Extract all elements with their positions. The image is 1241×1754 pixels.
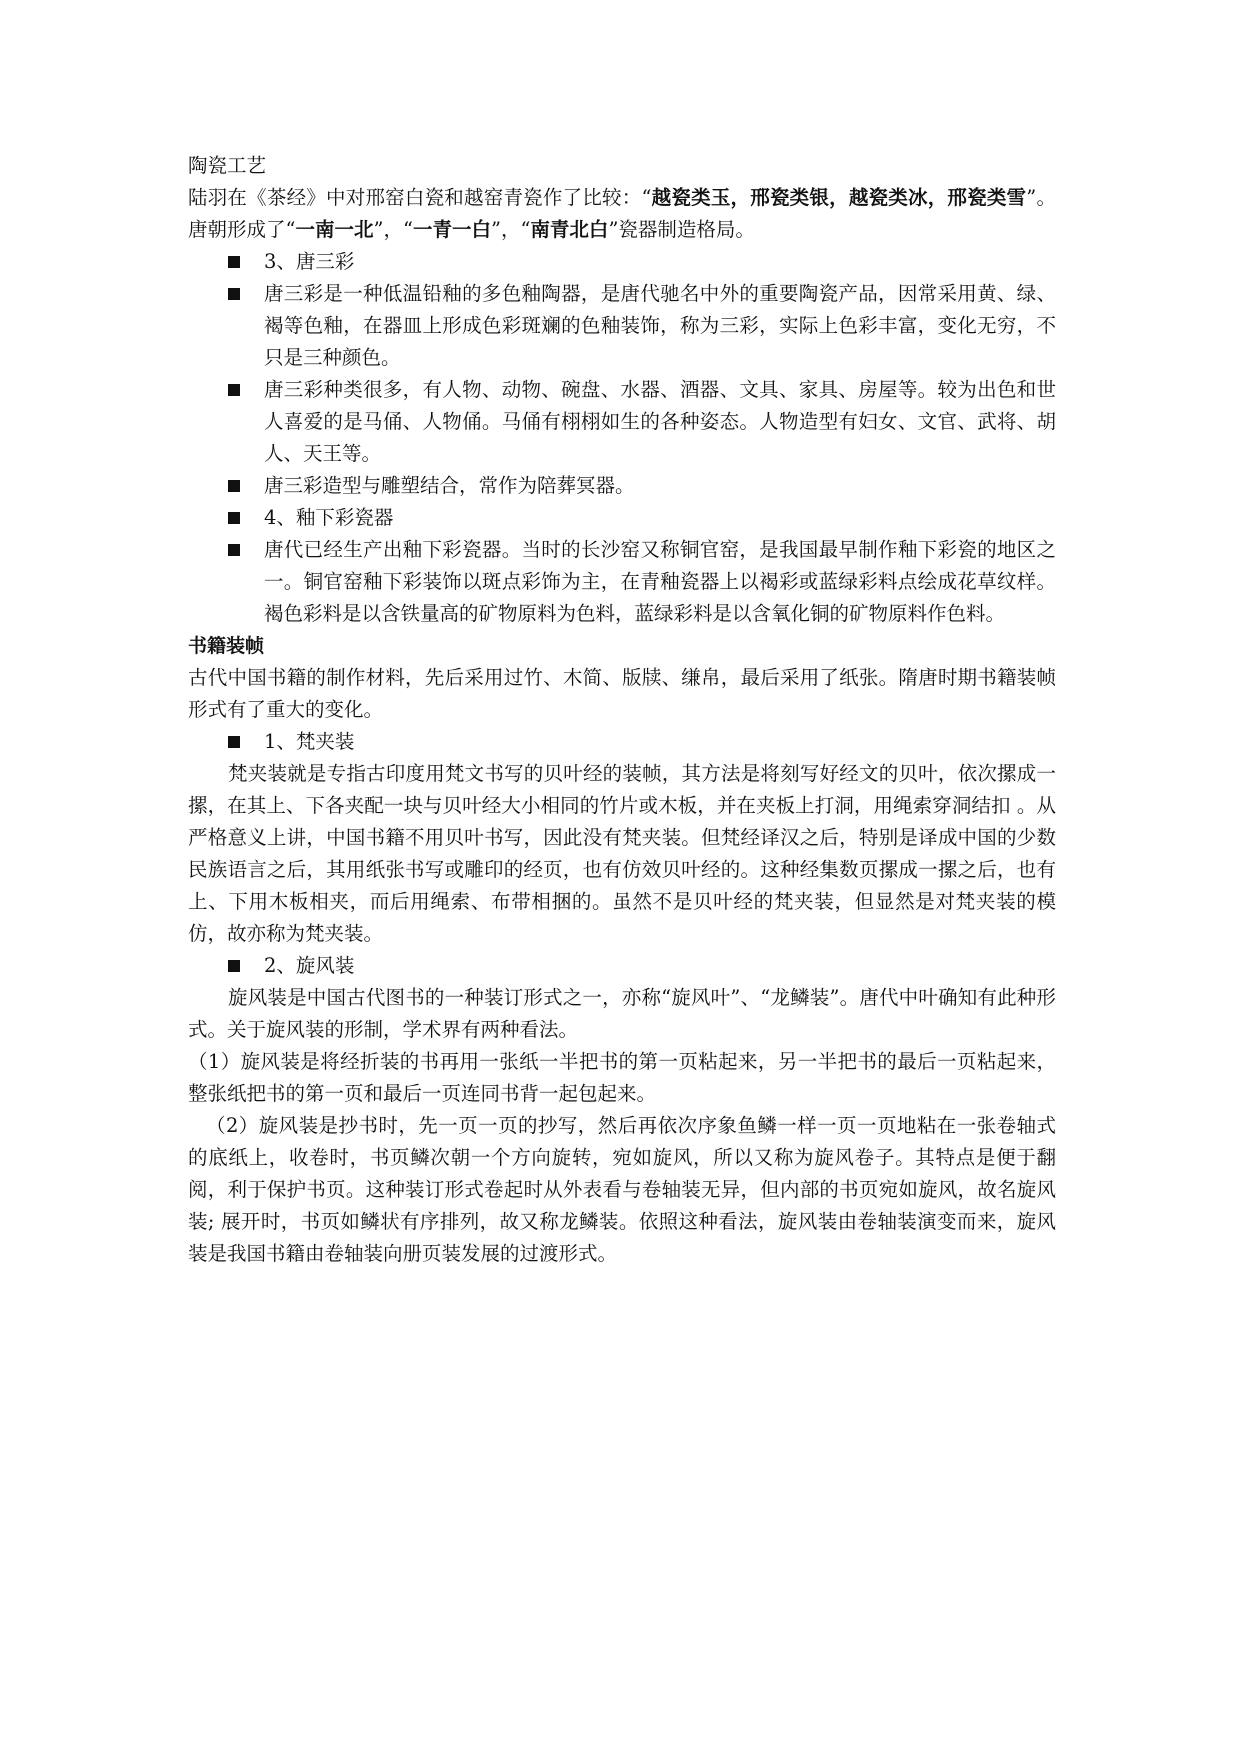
- intro-bold-term: 一青一白: [412, 218, 491, 241]
- bullet-item: [188, 278, 1056, 374]
- intro-bold-term: 南青北白: [530, 218, 609, 241]
- intro-text: ”，“: [373, 218, 413, 241]
- bullet-text: 1、梵夹装: [264, 730, 355, 753]
- section-title-ceramics: 陶瓷工艺: [188, 154, 267, 177]
- ceramics-intro-paragraph: [188, 182, 1056, 246]
- bullet-square-icon: [228, 544, 240, 556]
- binding-item-label: [188, 726, 1056, 758]
- binding-view-paragraph: （1）旋风装是将经折装的书再用一张纸一半把书的第一页粘起来，另一半把书的最后一页粘起来，整张纸把书的第一页和最后一页连同书背一起包起来。: [188, 1050, 1056, 1105]
- bullet-square-icon: [228, 288, 240, 300]
- intro-text: 陆羽在《茶经》中对邢窑白瓷和越窑青瓷作了比较：“: [188, 186, 652, 209]
- binding-item-label: [188, 950, 1056, 982]
- bullet-text: 唐三彩种类很多，有人物、动物、碗盘、水器、酒器、文具、家具、房屋等。较为出色和世人喜爱的是马俑、人物俑。马俑有栩栩如生的各种姿态。人物造型有妇女、文官、武将、胡人、天王等。: [264, 378, 1056, 465]
- binding-item-paragraph: 梵夹装就是专指古印度用梵文书写的贝叶经的装帧，其方法是将刻写好经文的贝叶，依次摞成一摞，在其上、下各夹配一块与贝叶经大小相同的竹片或木板，并在夹板上打洞，用绳索穿洞结扣 。从严格意义上讲，中国书籍不用贝叶书写，因此没有梵夹装。但梵经译汉之后，特别是译成中国的少数民族语言之后，其用纸张书写或雕印的经页，也有仿效贝叶经的。这种经集数页摞成一摞之后，也有上、下用木板相夹，而后用绳索、布带相捆的。虽然不是贝叶经的梵夹装，但显然是对梵夹装的模仿，故亦称为梵夹装。: [188, 762, 1056, 945]
- bullet-text: 3、唐三彩: [264, 250, 355, 273]
- bullet-square-icon: [228, 256, 240, 268]
- bullet-item: [188, 246, 1056, 278]
- bullet-item: [188, 470, 1056, 502]
- bullet-text: 2、旋风装: [264, 954, 355, 977]
- bullet-square-icon: [228, 384, 240, 396]
- bullet-square-icon: [228, 512, 240, 524]
- intro-text: ”瓷器制造格局。: [608, 218, 755, 241]
- binding-item-paragraph: 旋风装是中国古代图书的一种装订形式之一，亦称“旋风叶”、“龙鳞装”。唐代中叶确知有此种形式。关于旋风装的形制，学术界有两种看法。: [188, 986, 1056, 1041]
- bullet-text: 唐三彩造型与雕塑结合，常作为陪葬冥器。: [264, 474, 635, 497]
- bullet-text: 唐代已经生产出釉下彩瓷器。当时的长沙窑又称铜官窑，是我国最早制作釉下彩瓷的地区之一。铜官窑釉下彩装饰以斑点彩饰为主，在青釉瓷器上以褐彩或蓝绿彩料点绘成花草纹样。褐色彩料是以含铁量高的矿物原料为色料，蓝绿彩料是以含氧化铜的矿物原料作色料。: [264, 538, 1056, 625]
- bullet-text: 4、釉下彩瓷器: [264, 506, 394, 529]
- binding-view-paragraph: （2）旋风装是抄书时，先一页一页的抄写，然后再依次序象鱼鳞一样一页一页地粘在一张卷轴式的底纸上，收卷时，书页鳞次朝一个方向旋转，宛如旋风，所以又称为旋风卷子。其特点是便于翻阅，利于保护书页。这种装订形式卷起时从外表看与卷轴装无异，但内部的书页宛如旋风，故名旋风装; 展开时，书页如鳞状有序排列，故又称龙鳞装。依照这种看法，旋风装由卷轴装演变而来，旋风装是我国书籍由卷轴装向册页装发展的过渡形式。: [188, 1114, 1056, 1265]
- bullet-square-icon: [228, 480, 240, 492]
- bullet-item: [188, 502, 1056, 534]
- bullet-item: [188, 374, 1056, 470]
- book-binding-intro: 古代中国书籍的制作材料，先后采用过竹、木简、版牍、缣帛，最后采用了纸张。隋唐时期书籍装帧形式有了重大的变化。: [188, 666, 1056, 721]
- bullet-square-icon: [228, 736, 240, 748]
- intro-text: ”，“: [490, 218, 531, 241]
- document-body: [188, 150, 1056, 1270]
- bullet-item: [188, 534, 1056, 630]
- bullet-square-icon: [228, 960, 240, 972]
- bullet-text: 唐三彩是一种低温铅釉的多色釉陶器，是唐代驰名中外的重要陶瓷产品，因常采用黄、绿、褐等色釉，在器皿上形成色彩斑斓的色釉装饰，称为三彩，实际上色彩丰富，变化无穷，不只是三种颜色。: [264, 282, 1056, 369]
- intro-text: ”。唐朝形成了“: [188, 186, 1056, 241]
- intro-bold-term: 一南一北: [295, 218, 374, 241]
- section-title-book-binding: 书籍装帧: [188, 635, 265, 657]
- intro-bold-quote: 越瓷类玉，邢瓷类银，越瓷类冰，邢瓷类雪: [651, 186, 1027, 209]
